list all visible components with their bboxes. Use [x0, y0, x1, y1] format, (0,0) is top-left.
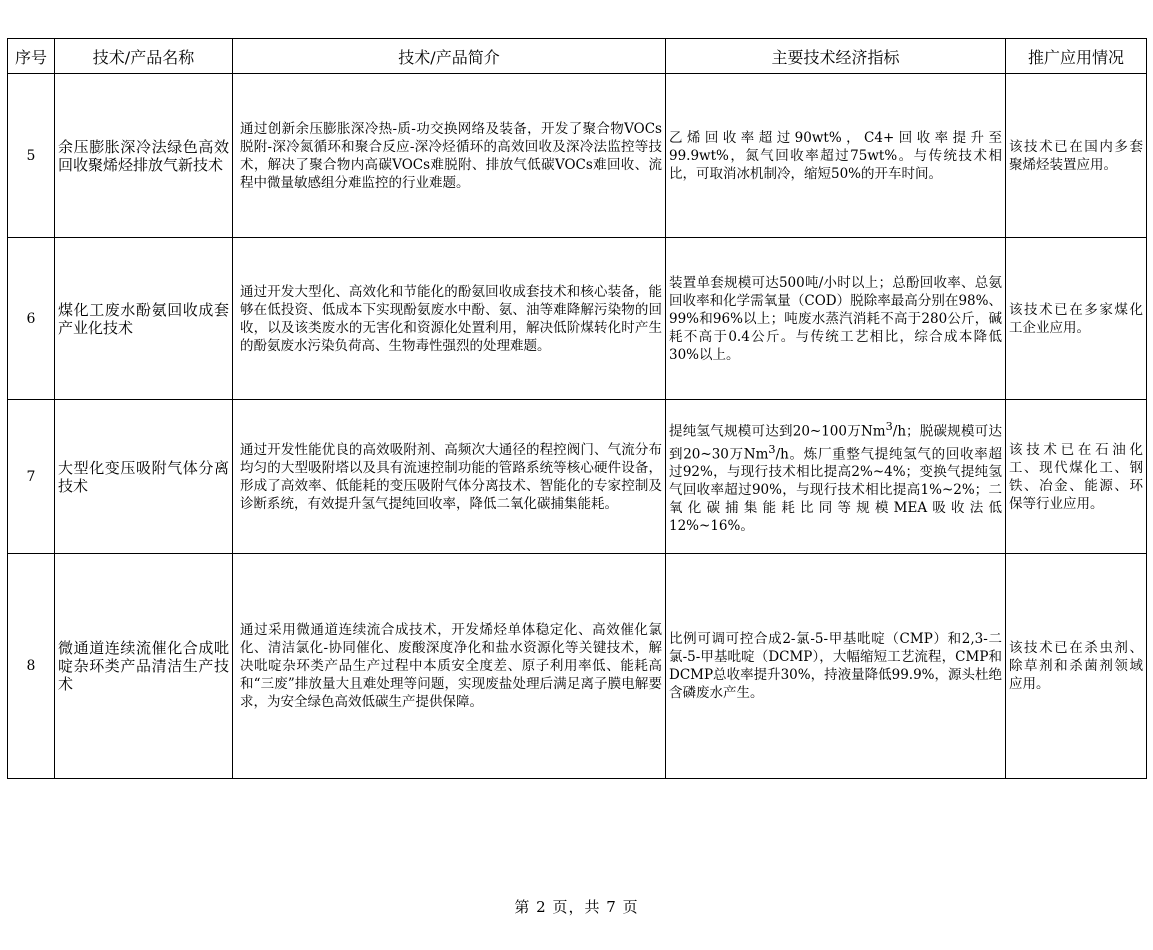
table-row — [8, 400, 1147, 554]
row-application: 该技术已在多家煤化工企业应用。 — [1006, 238, 1147, 400]
table-row — [8, 238, 1147, 400]
superscript-3: 3 — [885, 420, 893, 433]
page-number-footer: 第 2 页，共 7 页 — [514, 898, 639, 916]
row-intro: 通过创新余压膨胀深冷热-质-功交换网络及装备，开发了聚合物VOCs脱附-深冷氮循环和聚合反应-深冷烃循环的高效回收及深冷法监控等技术，解决了聚合物内高碳VOCs难脱附、排放气低碳VOCs难回收、流程中微量敏感组分难监控的行业难题。 — [233, 74, 666, 238]
indicator-text-c: /h。炼厂重整气提纯氢气的回收率超过92%，与现行技术相比提高2%~4%；变换气提纯氢气回收率超过90%，与现行技术相比提高1%~2%；二氧化碳捕集能耗比同等规模MEA吸收法低12%~16%。 — [669, 446, 1002, 534]
row-name: 余压膨胀深冷法绿色高效回收聚烯烃排放气新技术 — [55, 74, 233, 238]
row-application: 该技术已在杀虫剂、除草剂和杀菌剂领域应用。 — [1006, 554, 1147, 779]
row-name: 大型化变压吸附气体分离技术 — [55, 400, 233, 554]
superscript-3: 3 — [768, 442, 776, 456]
row-seq: 6 — [8, 238, 55, 400]
indicator-text-b: /h；脱碳规模可达到20~30万Nm — [669, 423, 1002, 462]
row-intro: 通过开发性能优良的高效吸附剂、高频次大通径的程控阀门、气流分布均匀的大型吸附塔以及具有流速控制功能的管路系统等核心硬件设备，形成了高效率、低能耗的变压吸附气体分离技术、智能化的专家控制及诊断系统，有效提升氢气提纯回收率，降低二氧化碳捕集能耗。 — [233, 400, 666, 554]
header-indicators: 主要技术经济指标 — [666, 39, 1006, 74]
indicator-text-a: 提纯氢气规模可达到20~100万Nm — [669, 423, 886, 440]
row-indicators: 比例可调可控合成2-氯-5-甲基吡啶（CMP）和2,3-二氯-5-甲基吡啶（DCMP），大幅缩短工艺流程，CMP和DCMP总收率提升30%，持液量降低99.9%，源头杜绝含磷废水产生。 — [666, 554, 1006, 779]
row-intro: 通过采用微通道连续流合成技术，开发烯烃单体稳定化、高效催化氯化、清洁氯化-协同催化、废酸深度净化和盐水资源化等关键技术，解决吡啶杂环类产品生产过程中本质安全度差、原子利用率低、能耗高和“三废”排放量大且难处理等问题，实现废盐处理后满足离子膜电解要求，为安全绿色高效低碳生产提供保障。 — [233, 554, 666, 779]
row-seq: 7 — [8, 400, 55, 554]
row-seq: 8 — [8, 554, 55, 779]
row-intro: 通过开发大型化、高效化和节能化的酚氨回收成套技术和核心装备，能够在低投资、低成本下实现酚氨废水中酚、氨、油等难降解污染物的回收，以及该类废水的无害化和资源化处置利用，解决低阶煤转化时产生的酚氨废水污染负荷高、生物毒性强烈的处理难题。 — [233, 238, 666, 400]
header-seq: 序号 — [8, 39, 55, 74]
row-seq: 5 — [8, 74, 55, 238]
header-intro: 技术/产品简介 — [233, 39, 666, 74]
table-row — [8, 554, 1147, 779]
row-name: 微通道连续流催化合成吡啶杂环类产品清洁生产技术 — [55, 554, 233, 779]
header-name: 技术/产品名称 — [55, 39, 233, 74]
row-indicators — [666, 400, 1006, 554]
document-page — [7, 38, 1146, 779]
row-indicators: 乙烯回收率超过90wt%，C4+回收率提升至99.9wt%，氮气回收率超过75wt%。与传统技术相比，可取消冰机制冷，缩短50%的开车时间。 — [666, 74, 1006, 238]
row-name: 煤化工废水酚氨回收成套产业化技术 — [55, 238, 233, 400]
technology-table — [7, 38, 1147, 779]
row-application: 该技术已在国内多套聚烯烃装置应用。 — [1006, 74, 1147, 238]
row-application: 该技术已在石油化工、现代煤化工、钢铁、冶金、能源、环保等行业应用。 — [1006, 400, 1147, 554]
row-indicators: 装置单套规模可达500吨/小时以上；总酚回收率、总氨回收率和化学需氧量（COD）脱除率最高分别在98%、99%和96%以上；吨废水蒸汽消耗不高于280公斤，碱耗不高于0.4公斤。与传统工艺相比，综合成本降低30%以上。 — [666, 238, 1006, 400]
table-row — [8, 74, 1147, 238]
header-application: 推广应用情况 — [1006, 39, 1147, 74]
table-header-row — [8, 39, 1147, 74]
